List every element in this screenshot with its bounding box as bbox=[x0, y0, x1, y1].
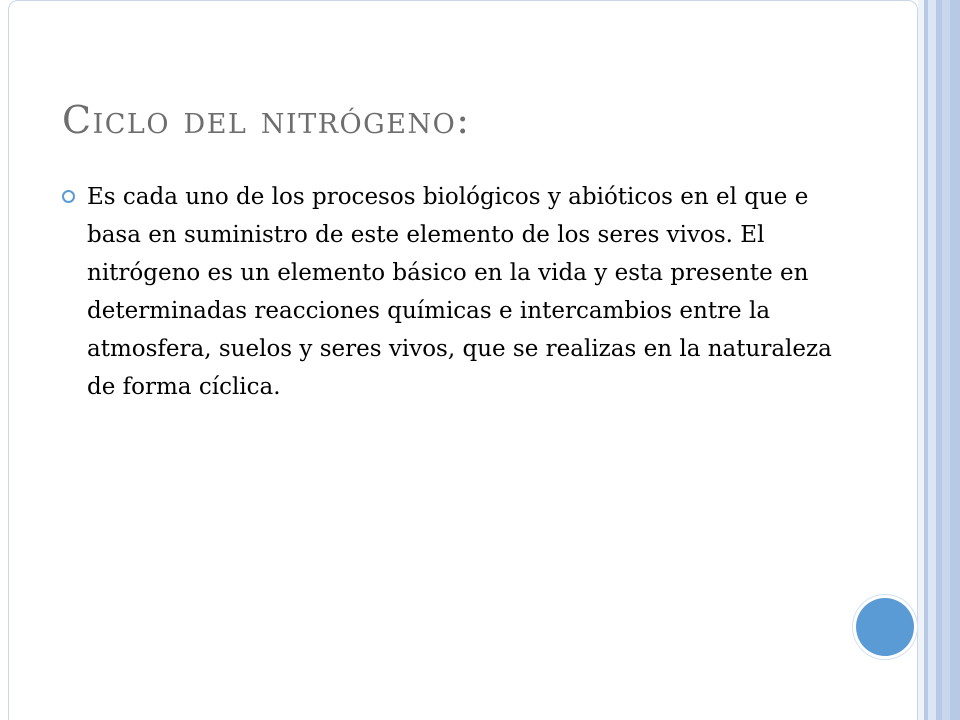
bullet-list bbox=[62, 178, 842, 406]
accent-circle-decoration bbox=[856, 598, 914, 656]
decorative-stripe bbox=[928, 0, 936, 720]
slide-title: Ciclo del nitrógeno: bbox=[62, 98, 471, 142]
list-item bbox=[62, 178, 842, 406]
bullet-text: Es cada uno de los procesos biológicos y abióticos en el que e basa en suministro de este elemento de los seres vivos. El nitrógeno es un elemento básico en la vida y esta presente en determinadas reacciones químicas e intercambios entre la atmosfera, suelos y seres vivos, que se realizas en la naturaleza de forma cíclica. bbox=[87, 184, 832, 400]
bullet-ring-icon bbox=[62, 190, 75, 203]
decorative-stripe bbox=[950, 0, 960, 720]
decorative-stripe bbox=[942, 0, 950, 720]
